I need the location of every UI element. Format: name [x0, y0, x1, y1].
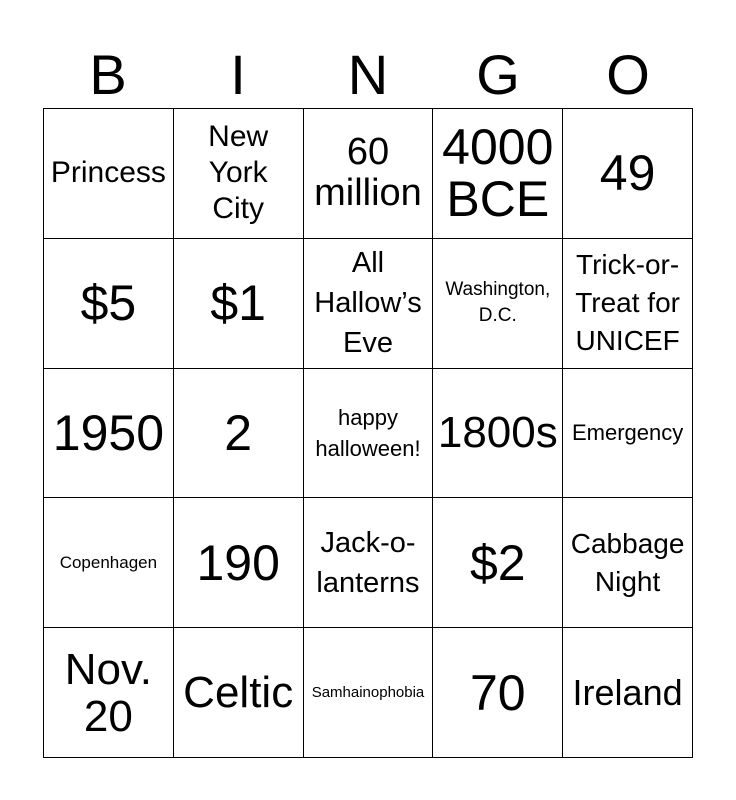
bingo-card-grid	[43, 108, 693, 758]
bingo-cell-r3-c1[interactable]	[44, 369, 174, 499]
bingo-cell-r5-c4[interactable]	[433, 628, 563, 758]
header-letter-b: B	[89, 43, 127, 106]
bingo-cell-r4-c2[interactable]	[174, 498, 304, 628]
bingo-cell-r1-c1[interactable]	[44, 109, 174, 239]
bingo-cell-r3-c4[interactable]	[433, 369, 563, 499]
bingo-cell-r3-c5[interactable]	[563, 369, 693, 499]
cell-text: New York City	[208, 120, 269, 226]
cell-text: Washington, D.C.	[445, 279, 551, 327]
bingo-header	[43, 42, 693, 108]
bingo-cell-r2-c4[interactable]	[433, 239, 563, 369]
bingo-cell-r3-c3[interactable]	[304, 369, 434, 499]
bingo-cell-r4-c3[interactable]	[304, 498, 434, 628]
cell-text: 49	[599, 145, 656, 202]
cell-text: Samhainophobia	[311, 683, 425, 701]
bingo-cell-r1-c4[interactable]	[433, 109, 563, 239]
cell-text: $5	[80, 275, 137, 332]
bingo-cell-r4-c5[interactable]	[563, 498, 693, 628]
cell-text: Ireland	[572, 672, 683, 714]
bingo-cell-r5-c1[interactable]	[44, 628, 174, 758]
cell-text: $1	[210, 275, 266, 332]
bingo-cell-r5-c2[interactable]	[174, 628, 304, 758]
cell-text: Celtic	[183, 668, 294, 718]
cell-text: happy halloween!	[315, 404, 421, 461]
cell-text: Princess	[50, 156, 166, 190]
bingo-cell-r4-c4[interactable]	[433, 498, 563, 628]
header-letter-o: O	[606, 43, 650, 106]
cell-text: 1950	[52, 404, 165, 461]
bingo-cell-r2-c2[interactable]	[174, 239, 304, 369]
bingo-cell-r4-c1[interactable]	[44, 498, 174, 628]
cell-text: 60 million	[314, 131, 422, 215]
bingo-cell-r2-c1[interactable]	[44, 239, 174, 369]
bingo-cell-r1-c3[interactable]	[304, 109, 434, 239]
header-letter-g: G	[476, 43, 520, 106]
header-letter-i: I	[230, 43, 246, 106]
cell-text: All Hallow’s Eve	[314, 247, 422, 360]
cell-text: 190	[196, 534, 280, 591]
cell-text: 2	[224, 404, 253, 461]
cell-text: Cabbage Night	[570, 527, 685, 597]
bingo-cell-r2-c3[interactable]	[304, 239, 434, 369]
cell-text: 70	[469, 664, 526, 721]
bingo-cell-r1-c2[interactable]	[174, 109, 304, 239]
cell-text: Copenhagen	[59, 552, 158, 572]
bingo-cell-r2-c5[interactable]	[563, 239, 693, 369]
cell-text: $2	[469, 534, 526, 591]
cell-text: Trick-or-Treat for UNICEF	[575, 249, 680, 357]
bingo-cell-r5-c5[interactable]	[563, 628, 693, 758]
cell-text: Emergency	[571, 420, 684, 446]
cell-text: Nov. 20	[64, 644, 152, 741]
bingo-cell-r3-c2[interactable]	[174, 369, 304, 499]
header-letter-n: N	[347, 43, 389, 106]
cell-text: 1800s	[437, 408, 558, 458]
bingo-cell-r1-c5[interactable]	[563, 109, 693, 239]
bingo-cell-r5-c3[interactable]	[304, 628, 434, 758]
cell-text: 4000 BCE	[442, 119, 554, 228]
cell-text: Jack-o-lanterns	[316, 526, 420, 599]
